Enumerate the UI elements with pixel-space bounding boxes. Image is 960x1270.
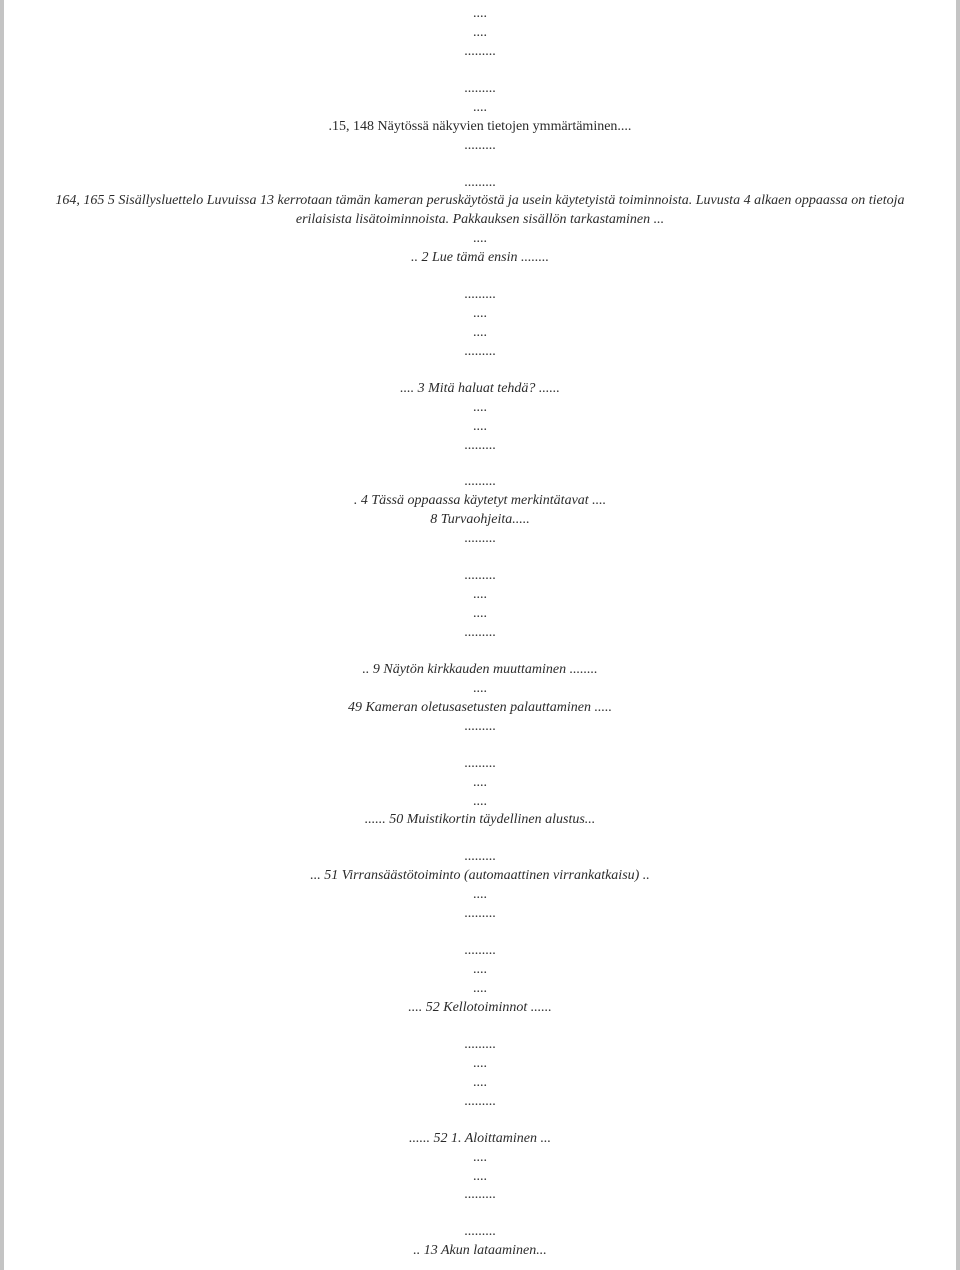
toc-line: .... (473, 6, 487, 21)
toc-intro-line: erilaisista lisätoiminnoista. Pakkauksen sisällön tarkastaminen ... (295, 212, 665, 227)
toc-line: ......... (464, 1037, 496, 1052)
toc-line: ......... (464, 287, 496, 302)
toc-line: .... (473, 587, 487, 602)
toc-line: ......... (464, 1187, 496, 1202)
toc-line: .... (473, 400, 487, 415)
toc-line: ......... (464, 531, 496, 546)
toc-line: ......... (464, 849, 496, 864)
toc-line: .... (473, 325, 487, 340)
toc-line: .... (473, 794, 487, 809)
toc-line: ......... (464, 1094, 496, 1109)
toc-line: ......... (464, 81, 496, 96)
toc-line: .15, 148 Näytössä näkyvien tietojen ymmärtäminen.... (328, 119, 632, 134)
toc-entry: .... 52 Kellotoiminnot ...... (408, 1000, 552, 1015)
toc-line: .... (473, 25, 487, 40)
toc-line: ......... (464, 906, 496, 921)
toc-line: ......... (464, 44, 496, 59)
toc-line: .... (473, 981, 487, 996)
toc-line: ......... (464, 138, 496, 153)
toc-line: ......... (464, 719, 496, 734)
toc-entry: 8 Turvaohjeita..... (430, 512, 530, 527)
toc-entry: . 4 Tässä oppaassa käytetyt merkintätavat .... (353, 493, 607, 508)
toc-entry: .. 2 Lue tämä ensin ........ (410, 250, 550, 265)
toc-line: .... (473, 962, 487, 977)
toc-line: .... (473, 681, 487, 696)
toc-line: .... (473, 1075, 487, 1090)
toc-line: .... (473, 1150, 487, 1165)
toc-entry: ... 51 Virransäästötoiminto (automaattinen virrankatkaisu) .. (310, 868, 650, 883)
toc-line: .... (473, 1056, 487, 1071)
toc-line: .... (473, 606, 487, 621)
toc-entry: ...... 50 Muistikortin täydellinen alustus... (364, 812, 596, 827)
toc-line: ......... (464, 568, 496, 583)
toc-line: ......... (464, 756, 496, 771)
toc-line: ......... (464, 474, 496, 489)
toc-line: .... (473, 231, 487, 246)
toc-entry: .. 13 Akun lataaminen... (413, 1243, 547, 1258)
page-right-edge (956, 0, 960, 1270)
toc-line: .... (473, 100, 487, 115)
toc-line: ......... (464, 943, 496, 958)
toc-line: .... (473, 775, 487, 790)
toc-line: .... (473, 419, 487, 434)
toc-entry: 49 Kameran oletusasetusten palauttaminen ..... (347, 700, 613, 715)
toc-intro-line: 164, 165 5 Sisällysluettelo Luvuissa 13 kerrotaan tämän kameran peruskäytöstä ja usein käytetyistä toiminnoista. Luvusta 4 alkaen oppaassa on tietoja (55, 193, 905, 208)
toc-line: .... (473, 306, 487, 321)
toc-line: ......... (464, 1224, 496, 1239)
toc-line: ......... (464, 625, 496, 640)
toc-line: .... (473, 1169, 487, 1184)
toc-line: ......... (464, 344, 496, 359)
toc-entry: .. 9 Näytön kirkkauden muuttaminen ........ (362, 662, 598, 677)
toc-entry: ...... 52 1. Aloittaminen ... (408, 1131, 552, 1146)
toc-entry: .... 3 Mitä haluat tehdä? ...... (400, 381, 560, 396)
page-left-edge (0, 0, 4, 1270)
toc-line: .... (473, 887, 487, 902)
toc-line: ......... (464, 175, 496, 190)
toc-line: ......... (464, 438, 496, 453)
